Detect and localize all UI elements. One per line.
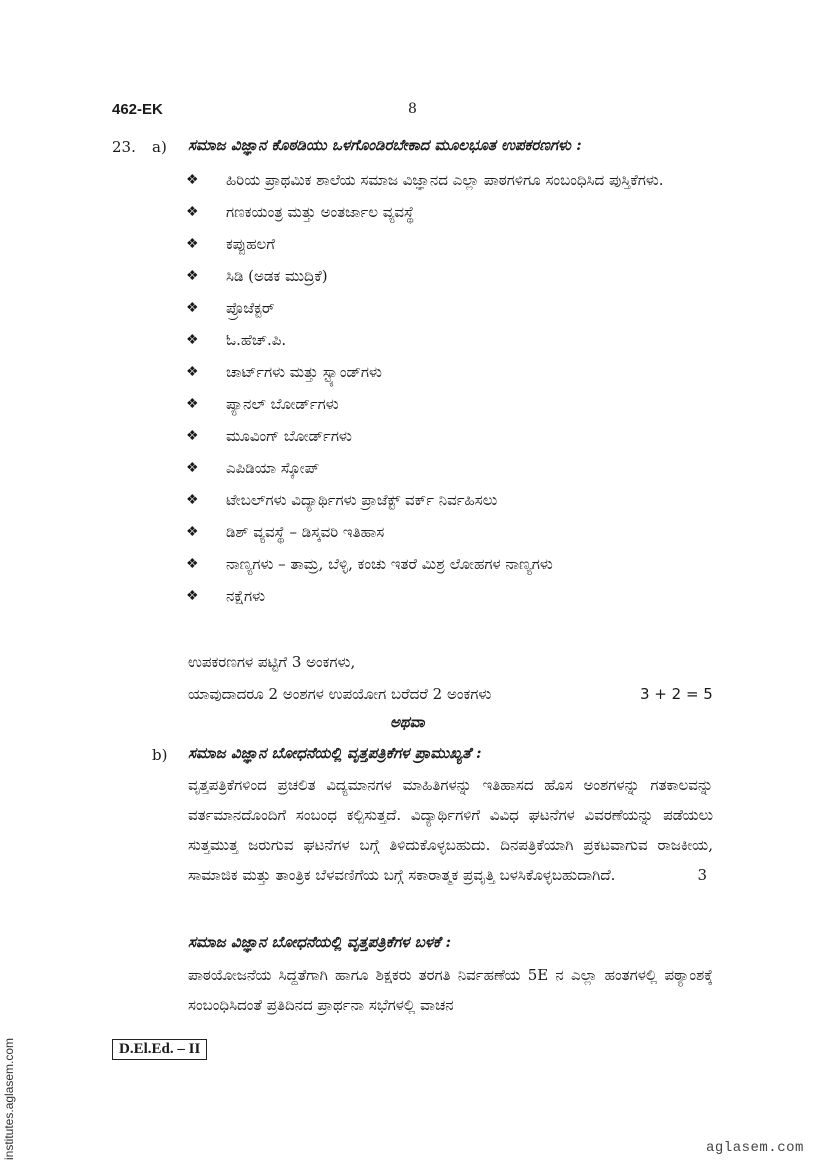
list-item [186, 196, 716, 228]
course-label: D.El.Ed. – II [112, 1039, 207, 1060]
list-item-text: ಸಿಡಿ (ಅಡಕ ಮುದ್ರಿಕೆ) [226, 267, 328, 285]
diamond-bullet-icon: ❖ [186, 236, 199, 252]
or-divider: ಅಥವಾ [390, 713, 425, 731]
list-item [186, 260, 716, 292]
diamond-bullet-icon: ❖ [186, 396, 199, 412]
diamond-bullet-icon: ❖ [186, 364, 199, 380]
diamond-bullet-icon: ❖ [186, 588, 199, 604]
list-item-text: ನಕ್ಷೆಗಳು [226, 587, 266, 605]
list-item [186, 388, 716, 420]
diamond-bullet-icon: ❖ [186, 268, 199, 284]
list-item [186, 516, 716, 548]
list-item-text: ಗಣಕಯಂತ್ರ ಮತ್ತು ಅಂತರ್ಜಾಲ ವ್ಯವಸ್ಥೆ [226, 203, 415, 221]
page-number: 8 [408, 101, 417, 117]
paper-code: 462-EK [112, 101, 163, 118]
list-item-text: ಪ್ರೊಜೆಕ್ಟರ್ [226, 299, 275, 317]
part-b-paragraph-block [188, 770, 713, 890]
list-item-text: ಚಾರ್ಟ್‌ಗಳು ಮತ್ತು ಸ್ಟ್ಯಾಂಡ್‌ಗಳು [226, 363, 382, 381]
diamond-bullet-icon: ❖ [186, 204, 199, 220]
list-item-text: ಹಿರಿಯ ಪ್ರಾಥಮಿಕ ಶಾಲೆಯ ಸಮಾಜ ವಿಜ್ಞಾನದ ಎಲ್ಲಾ ಪಾಠಗಳಿಗೂ ಸಂಬಂಧಿಸಿದ ಪುಸ್ತಿಕೆಗಳು. [226, 171, 664, 189]
list-item [186, 548, 716, 580]
list-item [186, 164, 716, 196]
diamond-bullet-icon: ❖ [186, 492, 199, 508]
list-item [186, 452, 716, 484]
part-b-marks: 3 [697, 866, 707, 884]
list-item-text: ಎಪಿಡಿಯಾ ಸ್ಕೋಪ್ [226, 459, 320, 477]
diamond-bullet-icon: ❖ [186, 172, 199, 188]
part-b-paragraph: ವೃತ್ತಪತ್ರಿಕೆಗಳಿಂದ ಪ್ರಚಲಿತ ವಿದ್ಯಮಾನಗಳ ಮಾಹಿತಿಗಳನ್ನು ಇತಿಹಾಸದ ಹೊಸ ಅಂಶಗಳನ್ನು ಗತಕಾಲವನ್ನು ವರ್ತಮಾನದೊಂದಿಗೆ ಸಂಬಂಧ ಕಲ್ಪಿಸುತ್ತದೆ. ವಿದ್ಯಾರ್ಥಿಗಳಿಗೆ ವಿವಿಧ ಘಟನೆಗಳ ವಿವರಣೆಯನ್ನು ಪಡೆಯಲು ಸುತ್ತಮುತ್ತ ಜರುಗುವ ಘಟನೆಗಳ ಬಗ್ಗೆ ತಿಳಿದುಕೊಳ್ಳಬಹುದು. ದಿನಪತ್ರಿಕೆಯಾಗಿ ಪ್ರಕಟವಾಗುವ ರಾಜಕೀಯ, ಸಾಮಾಜಿಕ ಮತ್ತು ತಾಂತ್ರಿಕ ಬೆಳವಣಿಗೆಯ ಬಗ್ಗೆ ಸಕಾರಾತ್ಮಕ ಪ್ರವೃತ್ತಿ ಬಳಸಿಕೊಳ್ಳಬಹುದಾಗಿದೆ. [188, 776, 713, 884]
marking-total: 3 + 2 = 5 [640, 685, 713, 703]
list-item [186, 356, 716, 388]
diamond-bullet-icon: ❖ [186, 332, 199, 348]
list-item-text: ಕಪ್ಪುಹಲಗೆ [226, 235, 275, 253]
list-item-text: ಟೇಬಲ್‌ಗಳು ವಿದ್ಯಾರ್ಥಿಗಳು ಪ್ರಾಜೆಕ್ಟ್ ವರ್ಕ್ ನಿರ್ವಹಿಸಲು [226, 491, 498, 509]
part-b-label: b) [152, 746, 168, 764]
use-heading: ಸಮಾಜ ವಿಜ್ಞಾನ ಬೋಧನೆಯಲ್ಲಿ ವೃತ್ತಪತ್ರಿಕೆಗಳ ಬಳಕೆ : [188, 933, 452, 951]
list-item [186, 228, 716, 260]
list-item [186, 292, 716, 324]
list-item [186, 580, 716, 612]
brand-watermark: aglasem.com [706, 1140, 804, 1156]
question-number: 23. [112, 138, 136, 156]
list-item [186, 484, 716, 516]
marking-line-2: ಯಾವುದಾದರೂ 2 ಅಂಶಗಳ ಉಪಯೋಗ ಬರೆದರೆ 2 ಅಂಕಗಳು [188, 685, 492, 703]
part-b-heading: ಸಮಾಜ ವಿಜ್ಞಾನ ಬೋಧನೆಯಲ್ಲಿ ವೃತ್ತಪತ್ರಿಕೆಗಳ ಪ್ರಾಮುಖ್ಯತೆ : [188, 744, 482, 762]
diamond-bullet-icon: ❖ [186, 300, 199, 316]
list-item-text: ಓ.ಹೆಚ್.ಪಿ. [226, 331, 287, 349]
diamond-bullet-icon: ❖ [186, 428, 199, 444]
list-item-text: ಪ್ಯಾನಲ್ ಬೋರ್ಡ್‌ಗಳು [226, 395, 339, 413]
list-item-text: ಮೂವಿಂಗ್ ಬೋರ್ಡ್‌ಗಳು [226, 427, 352, 445]
list-item [186, 324, 716, 356]
list-item [186, 420, 716, 452]
equipment-list [186, 164, 716, 612]
part-a-heading: ಸಮಾಜ ವಿಜ್ಞಾನ ಕೊಠಡಿಯು ಒಳಗೊಂಡಿರಬೇಕಾದ ಮೂಲಭೂತ ಉಪಕರಣಗಳು : [188, 136, 582, 154]
diamond-bullet-icon: ❖ [186, 524, 199, 540]
marking-line-1: ಉಪಕರಣಗಳ ಪಟ್ಟಿಗೆ 3 ಅಂಕಗಳು, [188, 653, 356, 671]
part-a-label: a) [152, 138, 167, 156]
list-item-text: ನಾಣ್ಯಗಳು – ತಾಮ್ರ, ಬೆಳ್ಳಿ, ಕಂಚು ಇತರೆ ಮಿಶ್ರ ಲೋಹಗಳ ನಾಣ್ಯಗಳು [226, 555, 553, 573]
diamond-bullet-icon: ❖ [186, 556, 199, 572]
list-item-text: ಡಿಶ್ ವ್ಯವಸ್ಥೆ – ಡಿಸ್ಕವರಿ ಇತಿಹಾಸ [226, 523, 385, 541]
use-paragraph: ಪಾಠಯೋಜನೆಯ ಸಿದ್ದತೆಗಾಗಿ ಹಾಗೂ ಶಿಕ್ಷಕರು ತರಗತಿ ನಿರ್ವಹಣೆಯ 5E ನ ಎಲ್ಲಾ ಹಂತಗಳಲ್ಲಿ ಪಠ್ಯಾಂಶಕ್ಕೆ ಸಂಬಂಧಿಸಿದಂತೆ ಪ್ರತಿದಿನದ ಪ್ರಾರ್ಥನಾ ಸಭೆಗಳಲ್ಲಿ ವಾಚನ [188, 966, 713, 1014]
side-watermark: institutes.aglasem.com [2, 1037, 16, 1160]
diamond-bullet-icon: ❖ [186, 460, 199, 476]
